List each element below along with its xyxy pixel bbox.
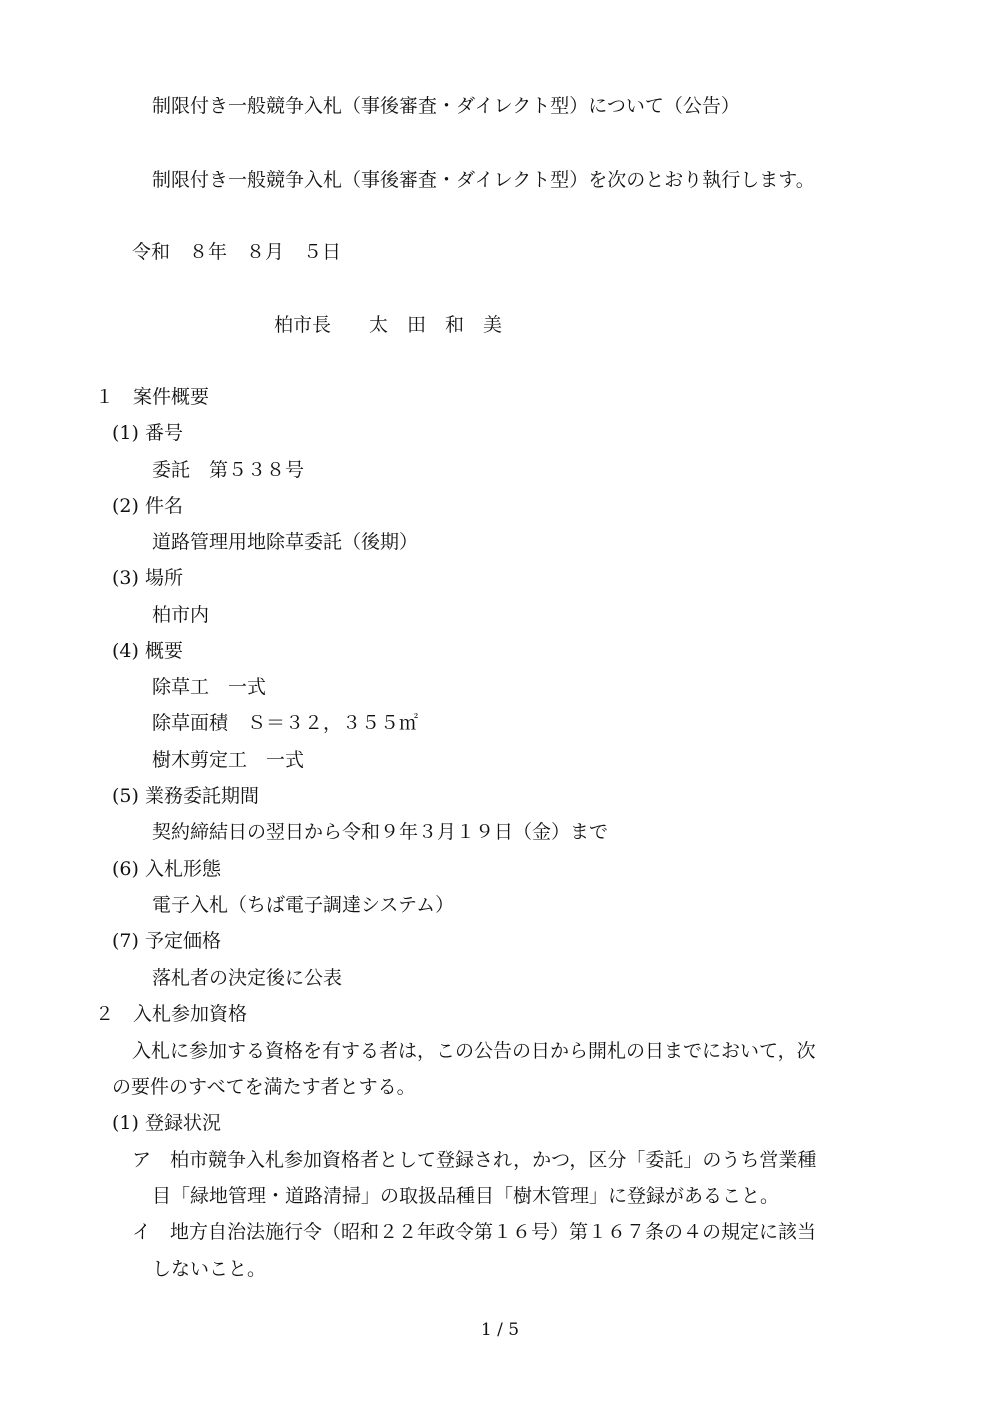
item-value-summary-3: 樹木剪定工 一式 xyxy=(152,749,305,771)
page-number: 1 / 5 xyxy=(480,1320,520,1340)
item-label-location: (3) 場所 xyxy=(112,567,183,589)
item-label-name: (2) 件名 xyxy=(112,495,183,517)
item-value-price: 落札者の決定後に公表 xyxy=(152,967,343,989)
section-heading-overview: １ 案件概要 xyxy=(95,386,210,408)
item-label-registration: (1) 登録状況 xyxy=(112,1112,221,1134)
requirement-a-line-1: ア 柏市競争入札参加資格者として登録され，かつ，区分「委託」のうち営業種 xyxy=(132,1149,817,1171)
notice-intro: 制限付き一般競争入札（事後審査・ダイレクト型）を次のとおり執行します。 xyxy=(152,169,815,191)
notice-date: 令和 ８年 ８月 ５日 xyxy=(132,241,342,263)
item-label-price: (7) 予定価格 xyxy=(112,930,221,952)
item-value-number: 委託 第５３８号 xyxy=(152,459,305,481)
item-label-number: (1) 番号 xyxy=(112,422,183,444)
issuer-name: 柏市長 太 田 和 美 xyxy=(274,314,503,336)
requirement-i-line-1: イ 地方自治法施行令（昭和２２年政令第１６号）第１６７条の４の規定に該当 xyxy=(132,1221,817,1243)
item-value-period: 契約締結日の翌日から令和９年３月１９日（金）まで xyxy=(152,821,609,843)
item-label-period: (5) 業務委託期間 xyxy=(112,785,259,807)
section-heading-eligibility: ２ 入札参加資格 xyxy=(95,1003,248,1025)
requirement-a-line-2: 目「緑地管理・道路清掃」の取扱品種目「樹木管理」に登録があること。 xyxy=(152,1185,780,1207)
eligibility-intro-line-2: の要件のすべてを満たす者とする。 xyxy=(112,1076,416,1098)
item-value-location: 柏市内 xyxy=(152,604,210,626)
eligibility-intro-line-1: 入札に参加する資格を有する者は，この公告の日から開札の日までにおいて，次 xyxy=(132,1040,816,1062)
requirement-i-line-2: しないこと。 xyxy=(152,1258,267,1280)
item-value-name: 道路管理用地除草委託（後期） xyxy=(152,531,419,553)
item-label-bid-type: (6) 入札形態 xyxy=(112,858,221,880)
item-value-summary-2: 除草面積 Ｓ＝３２，３５５㎡ xyxy=(152,712,419,734)
item-value-bid-type: 電子入札（ちば電子調達システム） xyxy=(152,894,455,916)
notice-title: 制限付き一般競争入札（事後審査・ダイレクト型）について（公告） xyxy=(152,95,740,117)
item-value-summary-1: 除草工 一式 xyxy=(152,676,267,698)
item-label-summary: (4) 概要 xyxy=(112,640,183,662)
